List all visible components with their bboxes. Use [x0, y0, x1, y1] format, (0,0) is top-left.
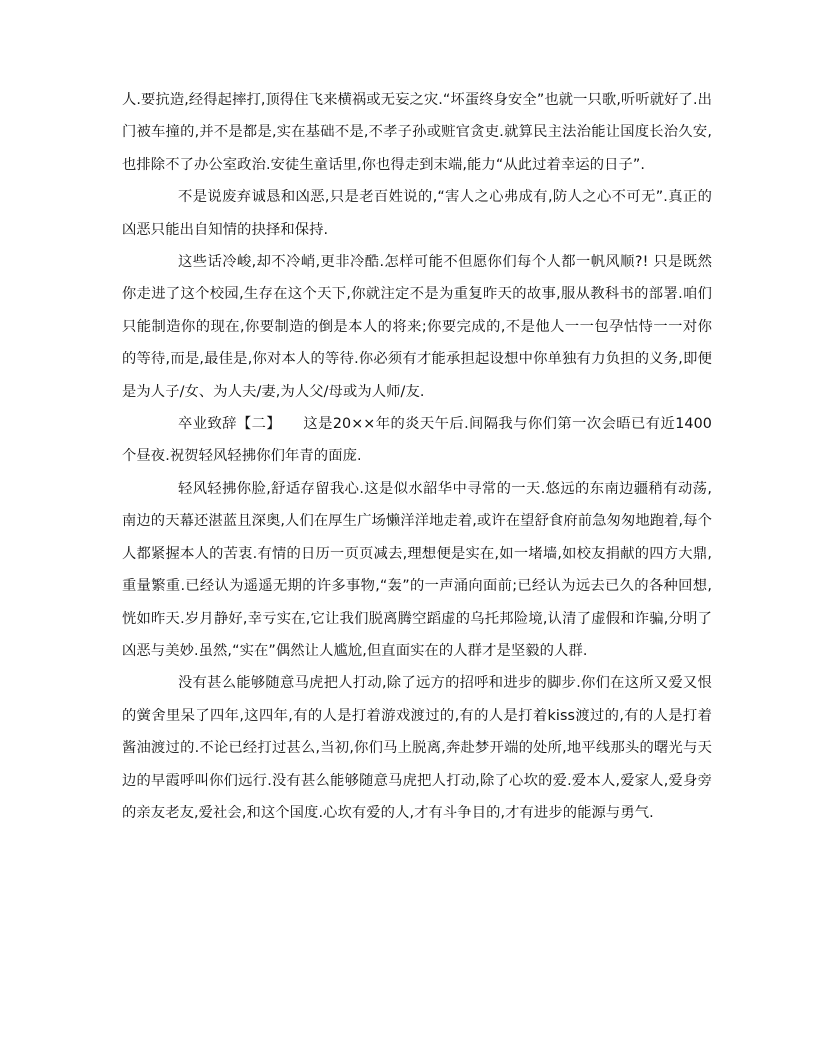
paragraph-kindness: 不是说废弃诚恳和凶恶,只是老百姓说的,“害人之心弗成有,防人之心不可无”.真正的凶恶只能出自知情的抉择和保持.: [122, 189, 712, 238]
paragraph-expectations: 这些话冷峻,却不冷峭,更非冷酷.怎样可能不但愿你们每个人都一帆风顺?! 只是既然你走进了这个校园,生存在这个天下,你就注定不是为重复昨天的故事,服从教科书的部署.咱们只能制造你的现在,你要制造的倒是本人的将来;你要完成的,不是他人一一包孕怙恃一一对你的等待,而是,最佳是,你对本人的等待.你必须有才能承担起设想中你单独有力负担的义务,即便是为人子/女、为人夫/妻,为人父/母或为人师/友.: [122, 254, 712, 400]
paragraph-continuation: 人.要抗造,经得起摔打,顶得住飞来横祸或无妄之灾.“坏蛋终身安全”也就一只歌,听听就好了.出门被车撞的,并不是都是,实在基础不是,不孝子孙或赃官贪吏.就算民主法治能让国度长治久安,也排除不了办公室政治.安徒生童话里,你也得走到末端,能力“从此过着幸运的日子”.: [122, 92, 712, 173]
document-body: [122, 84, 712, 829]
paragraph-moved: 没有甚么能够随意马虎把人打动,除了远方的招呼和进步的脚步.你们在这所又爱又恨的黉舍里呆了四年,这四年,有的人是打着游戏渡过的,有的人是打着kiss渡过的,有的人是打着酱油渡过的.不论已经打过甚么,当初,你们马上脱离,奔赴梦开端的处所,地平线那头的曙光与天边的早霞呼叫你们远行.没有甚么能够随意马虎把人打动,除了心坎的爱.爱本人,爱家人,爱身旁的亲友老友,爱社会,和这个国度.心坎有爱的人,才有斗争目的,才有进步的能源与勇气.: [122, 675, 712, 821]
paragraph-graduation-speech-two: 卒业致辞【二】 这是20××年的炎天午后.间隔我与你们第一次会晤已有近1400个昼夜.祝贺轻风轻拂你们年青的面庞.: [122, 416, 712, 465]
paragraph-breeze: 轻风轻拂你脸,舒适存留我心.这是似水韶华中寻常的一天.悠远的东南边疆稍有动荡,南边的天幕还湛蓝且深奥,人们在厚生广场懒洋洋地走着,或许在望舒食府前急匆匆地跑着,每个人都紧握本人的苦衷.有情的日历一页页减去,理想便是实在,如一堵墙,如校友捐献的四方大鼎,重量繁重.已经认为遥遥无期的许多事物,“轰”的一声涌向面前;已经认为远去已久的各种回想,恍如昨天.岁月静好,幸亏实在,它让我们脱离腾空蹈虚的乌托邦险境,认清了虚假和诈骗,分明了凶恶与美妙.虽然,“实在”偶然让人尴尬,但直面实在的人群才是坚毅的人群.: [122, 480, 712, 659]
